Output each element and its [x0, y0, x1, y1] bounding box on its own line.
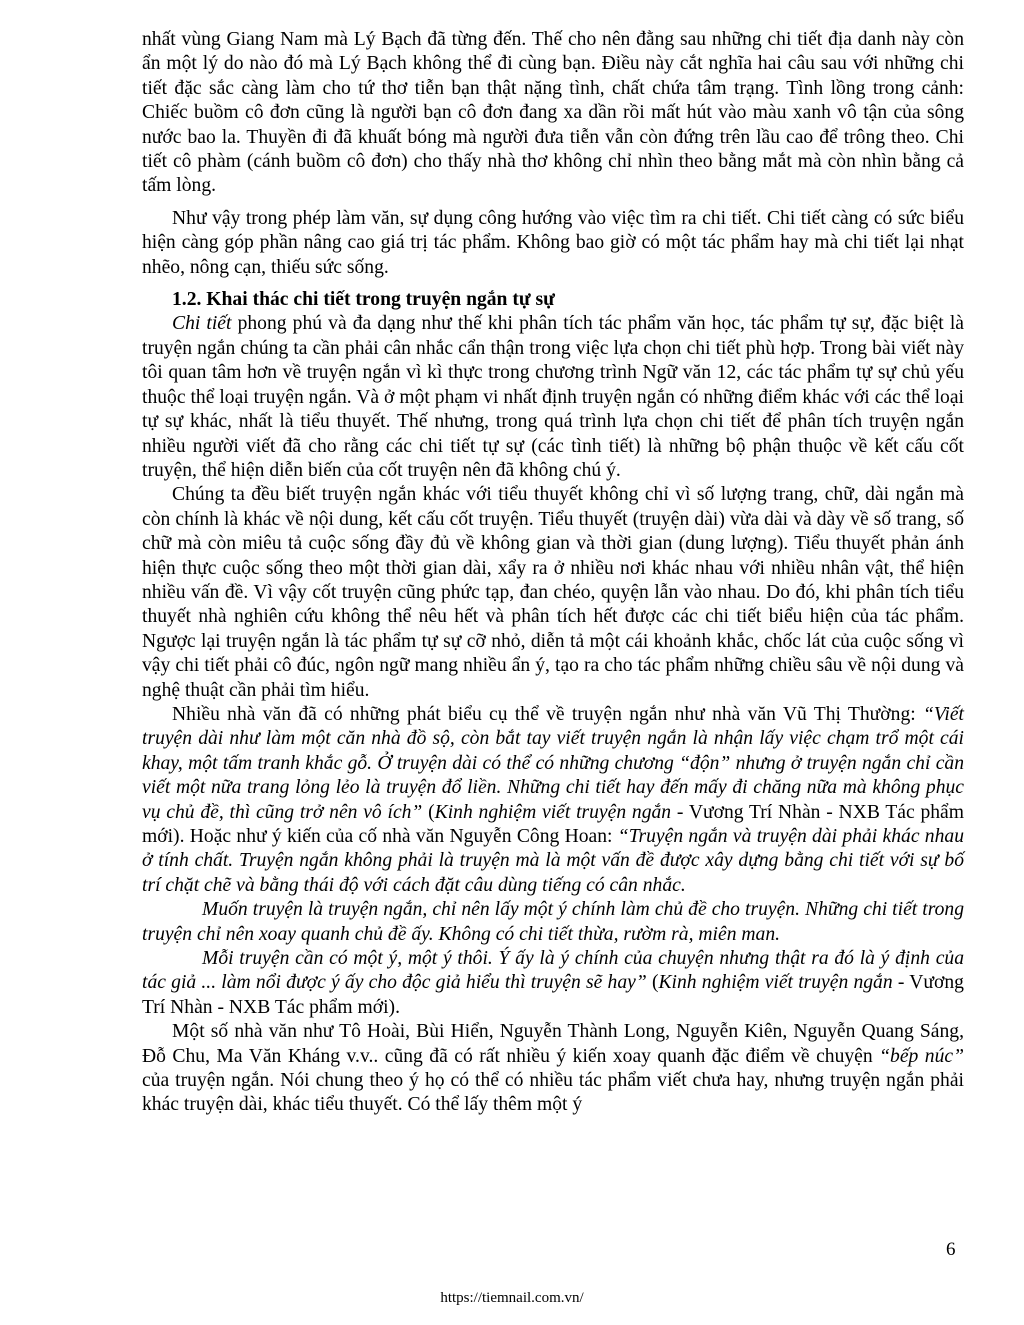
paragraph-7: [142, 947, 964, 1020]
footer-url: https://tiemnail.com.vn/: [440, 1290, 584, 1306]
document-body: [142, 28, 964, 1118]
source-open: (: [422, 801, 435, 823]
paragraph-3: [142, 312, 964, 483]
paragraph-5: [142, 703, 964, 898]
term-bep-nuc: “bếp núc”: [879, 1045, 964, 1067]
source-rest-2: - Vương Trí Nhàn - NXB Tác phẩm mới).: [142, 972, 964, 1018]
quote-vu-thi-thuong: “Viết truyện dài như làm một căn nhà đồ sộ, còn bắt tay viết truyện ngắn là nhận lấy việc chạm trổ một cái khay, một tấm tranh khắc gỗ. Ở truyện dài có thể có những chương “độn” nhưng ở truyện ngắn chỉ cần viết một nữa trang lỏng lẻo là truyện đổ liền. Những chi tiết hay đến mấy đi chăng nữa mà không phục vụ chủ đề, thì cũng trở nên vô ích”: [142, 703, 964, 823]
source-title: Kinh nghiệm viết truyện ngắn: [434, 801, 672, 823]
paragraph-3-text: phong phú và đa dạng như thế khi phân tích tác phẩm văn học, tác phẩm tự sự, đặc biệt là truyện ngắn chúng ta cần phải cân nhắc cẩn thận trong việc lựa chọn chi tiết phù hợp. Trong bài viết này tôi quan tâm hơn về truyện ngắn vì kì thực trong chương trình Ngữ văn 12, các tác phẩm tự sự chủ yếu thuộc thể loại truyện ngắn. Và ở một phạm vi nhất định truyện ngắn có những điểm khác với các thể loại tự sự khác, nhất là tiểu thuyết. Thế nhưng, trong quá trình lựa chọn chi tiết để phân tích truyện ngắn nhiều người viết đã cho rằng các chi tiết tự sự (các tình tiết) là những bộ phận thuộc về kết cấu cốt truyện, thể hiện diễn biến của cốt truyện nên đã không chú ý.: [142, 313, 964, 481]
paragraph-6: [142, 898, 964, 947]
quote-continued-2: Mỗi truyện cần có một ý, một ý thôi. Ý ấy là ý chính của chuyện nhưng thật ra đó là ý định của tác giả ... làm nổi được ý ấy cho độc giả hiểu thì truyện sẽ hay”: [142, 948, 964, 994]
paragraph-4: Chúng ta đều biết truyện ngắn khác với tiểu thuyết không chỉ vì số lượng trang, chữ, dài ngắn mà còn chính là khác về nội dung, kết cấu cốt truyện. Tiểu thuyết (truyện dài) vừa dài và dày về số trang, số chữ mà còn miêu tả cuộc sống đầy đủ về không gian và thời gian (dung lượng). Tiểu thuyết phản ánh hiện thực cuộc sống theo một thời gian dài, xẩy ra ở nhiều nơi khác nhau với nhiều nhân vật, thể hiện nhiều vấn đề. Vì vậy cốt truyện cũng phức tạp, đan chéo, quyện lẫn vào nhau. Do đó, khi phân tích tiểu thuyết nhà nghiên cứu không thể nêu hết và phân tích hết được các chi tiết biểu hiện của tác phẩm. Ngược lại truyện ngắn là tác phẩm tự sự cỡ nhỏ, diễn tả một cái khoảnh khắc, chốc lát của cuộc sống vì vậy chi tiết phải cô đúc, ngôn ngữ mang nhiều ẩn ý, tạo ra cho tác phẩm những chiều sâu về nội dung và nghệ thuật cần phải tìm hiểu.: [142, 484, 964, 701]
source-open-2: (: [646, 972, 659, 994]
quote-nguyen-cong-hoan: “Truyện ngắn và truyện dài phải khác nhau ở tính chất. Truyện ngắn không phải là truyện mà là một vấn đề được xây dựng bằng chi tiết với sự bố trí chặt chẽ và bằng thái độ với cách đặt câu dùng tiếng có cân nhắc.: [142, 826, 964, 896]
source-title-2: Kinh nghiệm viết truyện ngắn: [658, 972, 893, 994]
paragraph-8-before: Một số nhà văn như Tô Hoài, Bùi Hiển, Nguyễn Thành Long, Nguyễn Kiên, Nguyễn Quang Sáng, Đỗ Chu, Ma Văn Kháng v.v.. cũng đã có rất nhiều ý kiến xoay quanh đặc điểm về chuyện: [142, 1021, 964, 1067]
quote-continued-1: Muốn truyện là truyện ngắn, chỉ nên lấy một ý chính làm chủ đề cho truyện. Những chi tiết trong truyện chỉ nên xoay quanh chủ đề ấy. Không có chi tiết thừa, rườm rà, miên man.: [142, 899, 964, 945]
source-rest: - Vương Trí Nhàn - NXB Tác phẩm mới). Hoặc như ý kiến của cố nhà văn Nguyễn Công Hoan:: [142, 801, 964, 847]
paragraph-1: nhất vùng Giang Nam mà Lý Bạch đã từng đến. Thế cho nên đằng sau những chi tiết địa danh này còn ẩn một lý do nào đó mà Lý Bạch không thể đi cùng bạn. Điều này cắt nghĩa hai câu sau với những chi tiết đặc sắc càng làm cho tứ thơ tiễn bạn thật nặng tình, chất chứa tâm trạng. Tình lồng trong cảnh: Chiếc buồm cô đơn cũng là người bạn cô đơn đang xa dần rồi mất hút vào màu xanh vô tận của sông nước bao la. Thuyền đi đã khuất bóng mà người đưa tiễn vẫn còn đứng trên lầu cao để trông theo. Chi tiết cô phàm (cánh buồm cô đơn) cho thấy nhà thơ không chỉ nhìn theo bằng mắt mà còn nhìn bằng cả tấm lòng.: [142, 29, 964, 197]
paragraph-8-after: của truyện ngắn. Nói chung theo ý họ có thể có nhiều tác phẩm viết chưa hay, nhưng truyện ngắn phải khác truyện dài, khác tiểu thuyết. Có thể lấy thêm một ý: [142, 1070, 964, 1116]
term-chi-tiet: Chi tiết: [172, 313, 232, 335]
section-heading: 1.2. Khai thác chi tiết trong truyện ngắn tự sự: [172, 289, 555, 311]
page-number: 6: [946, 1239, 956, 1260]
paragraph-8: [142, 1020, 964, 1118]
paragraph-2: Như vậy trong phép làm văn, sự dụng công hướng vào việc tìm ra chi tiết. Chi tiết càng có sức biểu hiện càng góp phần nâng cao giá trị tác phẩm. Không bao giờ có một tác phẩm hay mà chi tiết lại nhạt nhẽo, nông cạn, thiếu sức sống.: [142, 207, 964, 278]
paragraph-5-intro: Nhiều nhà văn đã có những phát biểu cụ thể về truyện ngắn như nhà văn Vũ Thị Thường:: [172, 703, 923, 725]
